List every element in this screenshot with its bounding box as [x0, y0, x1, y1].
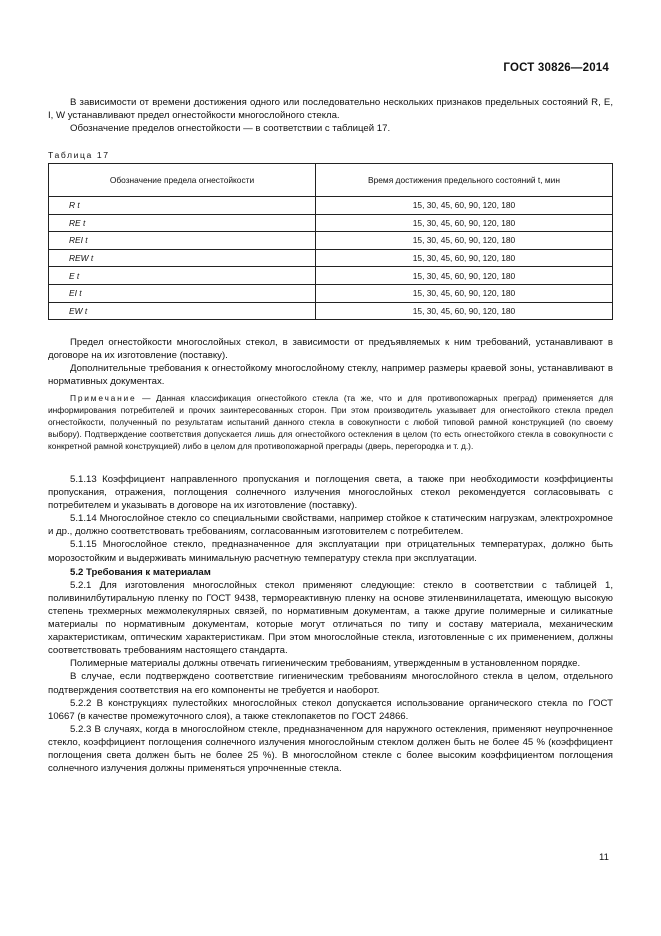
table-row [49, 232, 613, 250]
section-paragraph: 5.2.1 Для изготовления многослойных стекол применяют следующие: стекло в соответствии с таблицей 1, поливинилбутиральную пленку по ГОСТ 9438, термореактивную пленку на основе этиленвинилацетата, имеющую высокую степень трехмерных межмолекулярных связей, по нормативным документам, а также другие полимерные и силикатные материалы по нормативным документам, которые могут отличаться по типу и составу материала, механическим характеристикам, оптическим характеристикам. При этом многослойные стекла, изготовленные с их применением, должны соответствовать требованиям настоящего стандарта. [48, 579, 613, 657]
body-paragraph: Предел огнестойкости многослойных стекол, в зависимости от предъявляемых к ним требований, устанавливают в договоре на их изготовление (поставку). [48, 337, 613, 362]
table-row [49, 197, 613, 215]
document-id-header: ГОСТ 30826—2014 [503, 62, 609, 74]
table-cell-time: 15, 30, 45, 60, 90, 120, 180 [316, 197, 613, 215]
section-title: 5.2 Требования к материалам [70, 566, 211, 578]
table-cell-time: 15, 30, 45, 60, 90, 120, 180 [316, 284, 613, 302]
note-label: Примечание [70, 393, 137, 403]
clauses-block [48, 473, 613, 775]
intro-paragraph: В зависимости от времени достижения одного или последовательно нескольких признаков предельных состояний R, E, I, W устанавливают предел огнестойкости многослойного стекла. [48, 97, 613, 122]
table-row [49, 214, 613, 232]
note-paragraph [48, 392, 613, 452]
table-cell-designation: RE t [49, 214, 316, 232]
note-text: — Данная классификация огнестойкого стекла (та же, что и для противопожарных преград) применяется для информирования потребителей и прочих заинтересованных сторон. При этом производитель указывает для огнестойкого стекла предел огнестойкости, полученный по результатам испытаний данного стекла в совокупности с любой типовой рамной конструкцией (по своему выбору). Подтверждение соответствия допускается лишь для огнестойкого остекления в целом (то есть огнестойкого стекла в совокупности с конкретной рамной конструкцией) либо в целом для противопожарной преграды (дверь, перегородка и т. д.). [48, 393, 613, 451]
fire-resistance-table [48, 163, 613, 320]
clause-paragraph: 5.1.15 Многослойное стекло, предназначенное для эксплуатации при отрицательных температурах, должно быть морозостойким и выдерживать минимальную расчетную температуру стекла при эксплуатации. [48, 539, 613, 564]
intro-paragraph: Обозначение пределов огнестойкости — в соответствии с таблицей 17. [70, 123, 391, 135]
note-block [48, 392, 613, 452]
table-cell-time: 15, 30, 45, 60, 90, 120, 180 [316, 302, 613, 320]
table-header-row [49, 164, 613, 197]
table-header-cell: Обозначение предела огнестойкости [49, 164, 316, 197]
section-paragraph: 5.2.2 В конструкциях пулестойких многослойных стекол допускается использование органического стекла по ГОСТ 10667 (в качестве промежуточного слоя), а также стеклопакетов по ГОСТ 24866. [48, 697, 613, 722]
table-header-cell: Время достижения предельного состояний t, мин [316, 164, 613, 197]
clause-paragraph: 5.1.14 Многослойное стекло со специальными свойствами, например стойкое к статическим нагрузкам, электрохромное и др., должно соответствовать требованиям, согласованным изготовителем с потребителем. [48, 513, 613, 538]
table-cell-time: 15, 30, 45, 60, 90, 120, 180 [316, 232, 613, 250]
table-cell-designation: REI t [49, 232, 316, 250]
table-cell-designation: E t [49, 267, 316, 285]
after-table-block [48, 336, 613, 388]
table-caption: Таблица 17 [48, 150, 110, 160]
table-row [49, 284, 613, 302]
table-cell-designation: REW t [49, 249, 316, 267]
table-cell-time: 15, 30, 45, 60, 90, 120, 180 [316, 214, 613, 232]
table-row [49, 267, 613, 285]
intro-block [48, 96, 613, 135]
table-cell-designation: EI t [49, 284, 316, 302]
table-cell-designation: R t [49, 197, 316, 215]
table-row [49, 302, 613, 320]
clause-paragraph: 5.1.13 Коэффициент направленного пропускания и поглощения света, а также при необходимости коэффициенты пропускания, отражения, поглощения солнечного излучения многослойных стекол рекомендуется согласовывать с потребителем и указывать в договоре на их изготовление (поставку). [48, 474, 613, 512]
section-paragraph: В случае, если подтверждено соответствие гигиеническим требованиям многослойного стекла в целом, отдельного подтверждения соответствия на его компоненты не требуется и наоборот. [48, 671, 613, 696]
body-paragraph: Дополнительные требования к огнестойкому многослойному стеклу, например размеры краевой зоны, устанавливают в нормативных документах. [48, 363, 613, 388]
section-paragraph: Полимерные материалы должны отвечать гигиеническим требованиям, утвержденным в установленном порядке. [70, 658, 581, 670]
page-number: 11 [599, 852, 609, 863]
section-paragraph: 5.2.3 В случаях, когда в многослойном стекле, предназначенном для наружного остекления, применяют неупрочненное стекло, коэффициент поглощения солнечного излучения многослойным стеклом должен быть не более 45 % (коэффициент поглощения света должен быть не более 25 %). В многослойном стекле с более высоким коэффициентом поглощения солнечного излучения должны применяться упрочненные стекла. [48, 723, 613, 775]
table-cell-time: 15, 30, 45, 60, 90, 120, 180 [316, 249, 613, 267]
table-cell-time: 15, 30, 45, 60, 90, 120, 180 [316, 267, 613, 285]
table-row [49, 249, 613, 267]
table-cell-designation: EW t [49, 302, 316, 320]
